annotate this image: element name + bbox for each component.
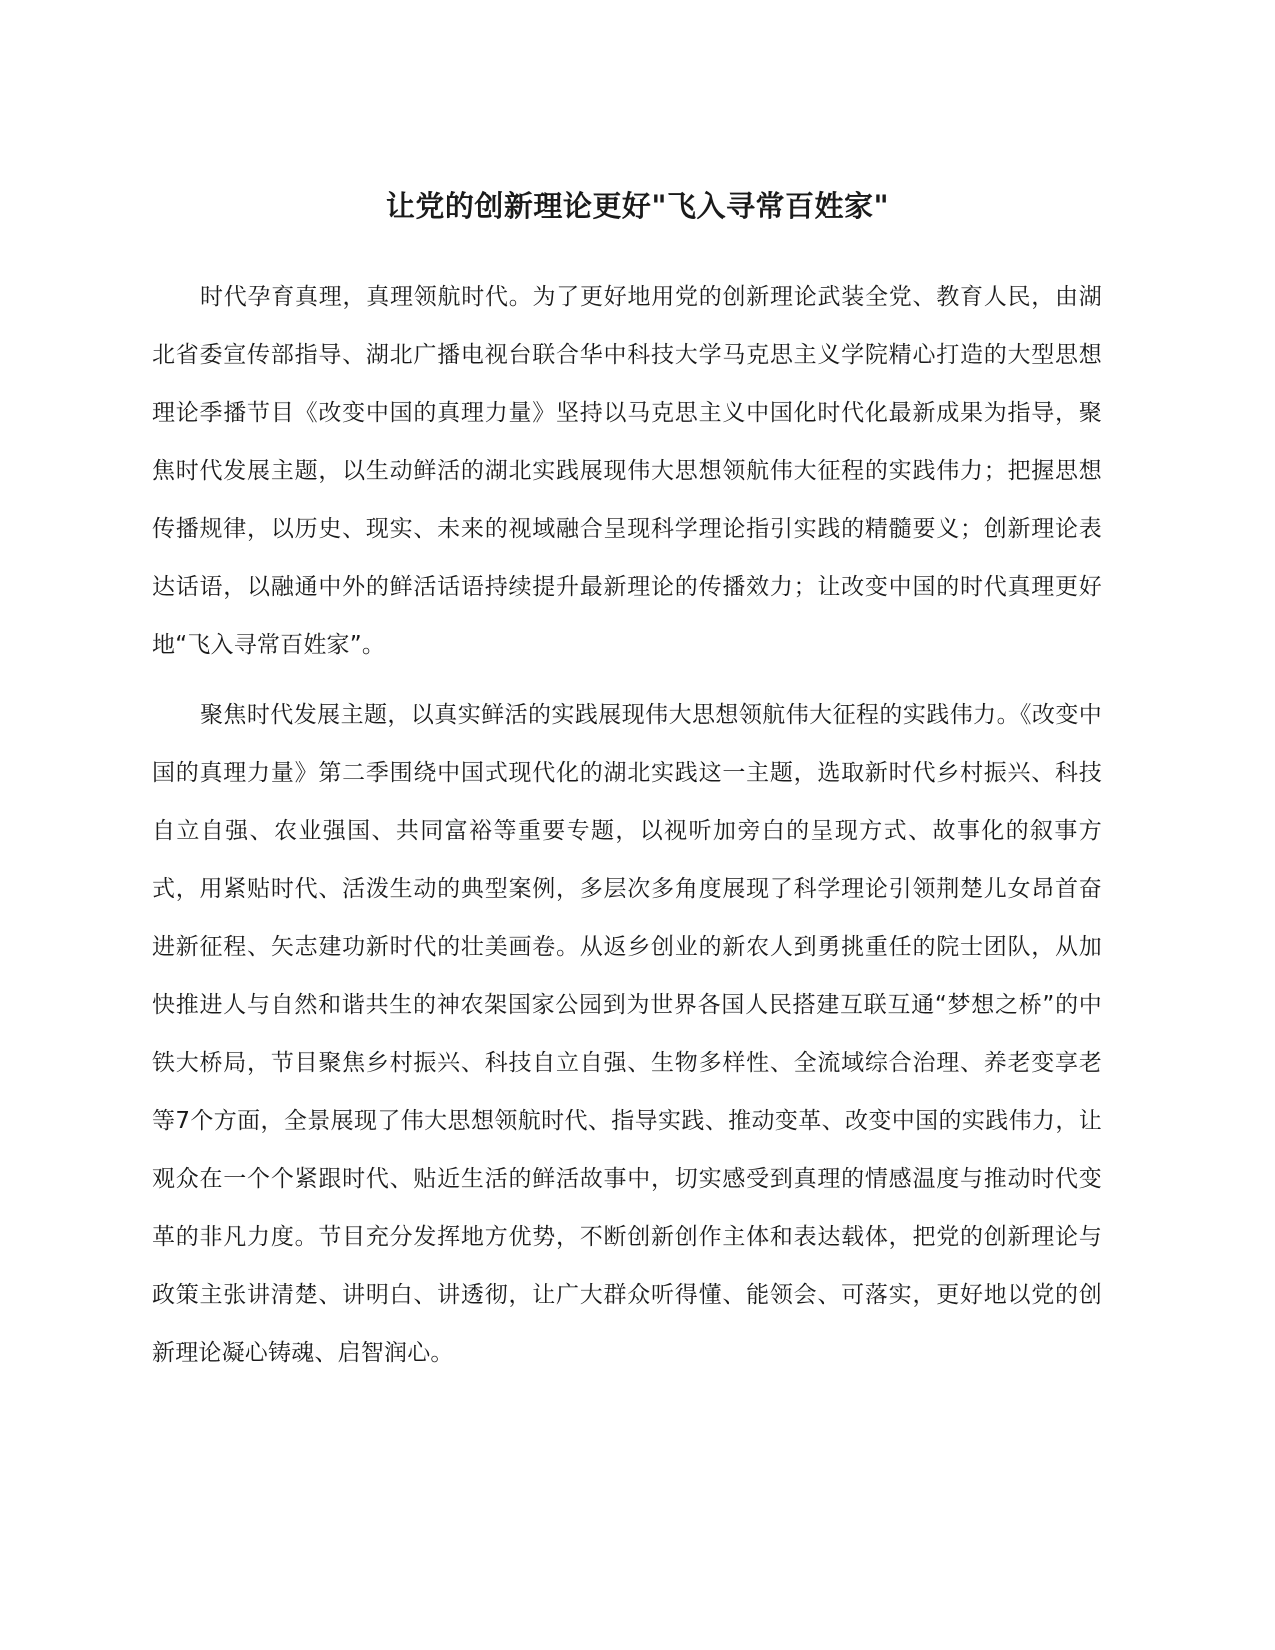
document-title: 让党的创新理论更好"飞入寻常百姓家" — [385, 189, 890, 223]
paragraph-1: 时代孕育真理，真理领航时代。为了更好地用党的创新理论武装全党、教育人民，由湖北省委宣传部指导、湖北广播电视台联合华中科技大学马克思主义学院精心打造的大型思想理论季播节目《改变中国的真理力量》坚持以马克思主义中国化时代化最新成果为指导，聚焦时代发展主题，以生动鲜活的湖北实践展现伟大思想领航伟大征程的实践伟力；把握思想传播规律，以历史、现实、未来的视域融合呈现科学理论指引实践的精髓要义；创新理论表达话语，以融通中外的鲜活话语持续提升最新理论的传播效力；让改变中国的时代真理更好地“飞入寻常百姓家”。 — [152, 284, 1102, 658]
paragraph-2: 聚焦时代发展主题，以真实鲜活的实践展现伟大思想领航伟大征程的实践伟力。《改变中国的真理力量》第二季围绕中国式现代化的湖北实践这一主题，选取新时代乡村振兴、科技自立自强、农业强国、共同富裕等重要专题，以视听加旁白的呈现方式、故事化的叙事方式，用紧贴时代、活泼生动的典型案例，多层次多角度展现了科学理论引领荆楚儿女昂首奋进新征程、矢志建功新时代的壮美画卷。从返乡创业的新农人到勇挑重任的院士团队，从加快推进人与自然和谐共生的神农架国家公园到为世界各国人民搭建互联互通“梦想之桥”的中铁大桥局，节目聚焦乡村振兴、科技自立自强、生物多样性、全流域综合治理、养老变享老等7个方面，全景展现了伟大思想领航时代、指导实践、推动变革、改变中国的实践伟力，让观众在一个个紧跟时代、贴近生活的鲜活故事中，切实感受到真理的情感温度与推动时代变革的非凡力度。节目充分发挥地方优势，不断创新创作主体和表达载体，把党的创新理论与政策主张讲清楚、讲明白、讲透彻，让广大群众听得懂、能领会、可落实，更好地以党的创新理论凝心铸魂、启智润心。 — [152, 702, 1102, 1366]
document-body — [152, 268, 1102, 1382]
